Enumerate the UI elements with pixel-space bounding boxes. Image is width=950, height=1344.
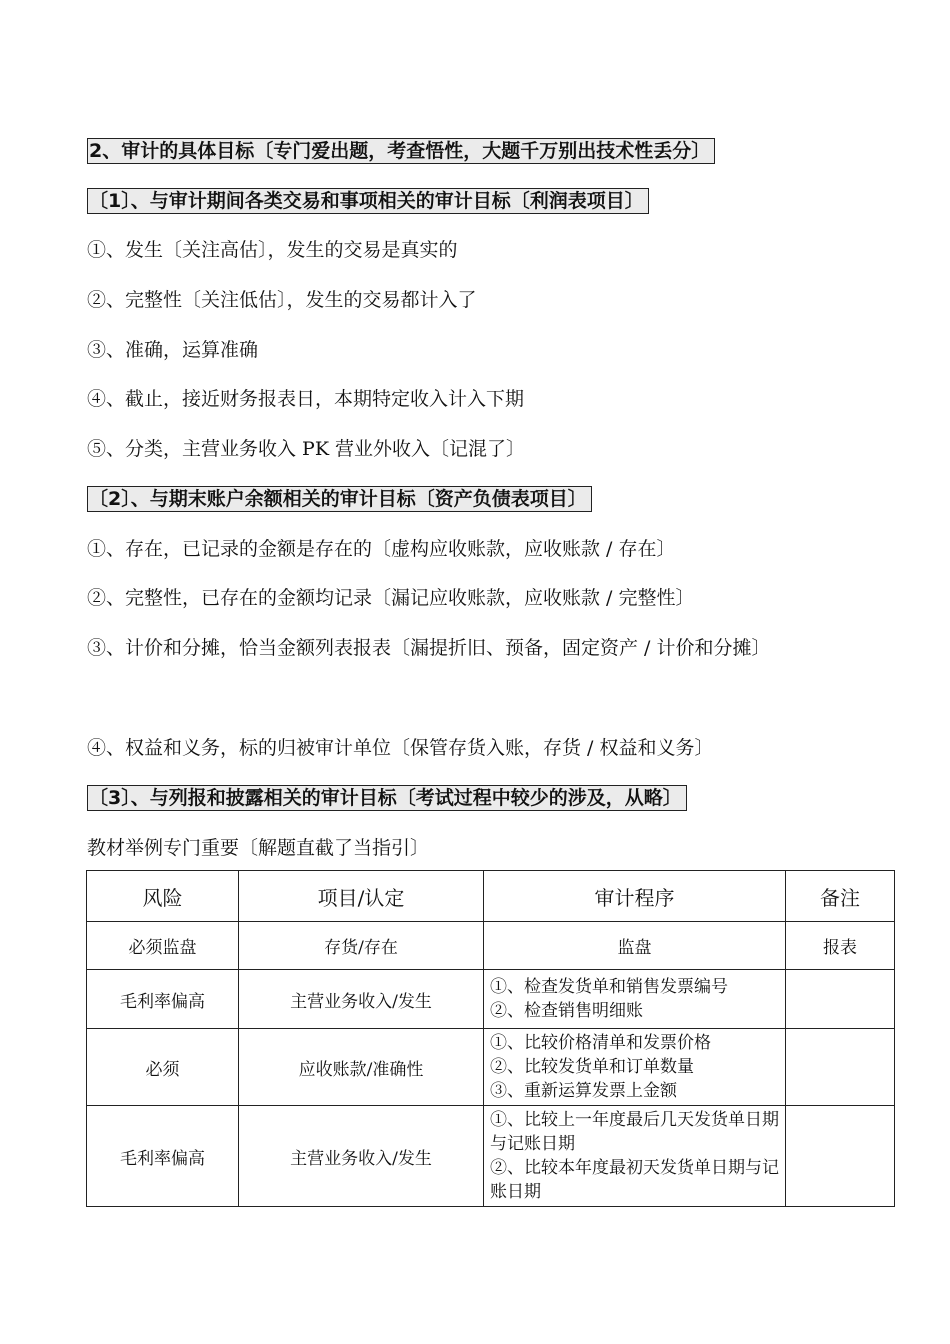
procedure-step: ②、检查销售明细账: [490, 1001, 643, 1021]
section-title: 2、审计的具体目标〔专门爱出题，考查悟性，大题千万别出技术性丢分〕: [87, 138, 715, 164]
header-procedure: 审计程序: [484, 871, 786, 922]
part2-item-2: ②、完整性，已存在的金额均记录〔漏记应收账款，应收账款 / 完整性〕: [87, 587, 695, 609]
cell-procedure: 监盘: [484, 922, 786, 970]
part3-heading: 〔3〕、与列报和披露相关的审计目标〔考试过程中较少的涉及，从略〕: [87, 785, 687, 811]
cell-item: 主营业务收入/发生: [239, 1106, 484, 1207]
cell-note: [786, 1106, 895, 1207]
part1-item-3: ③、准确，运算准确: [87, 339, 259, 361]
part1-item-5: ⑤、分类，主营业务收入 PK 营业外收入〔记混了〕: [87, 438, 526, 460]
part2-item-1: ①、存在，已记录的金额是存在的〔虚构应收账款，应收账款 / 存在〕: [87, 538, 676, 560]
cell-procedure: [484, 970, 786, 1029]
header-note: 备注: [786, 871, 895, 922]
part2-item-4: ④、权益和义务，标的归被审计单位〔保管存货入账，存货 / 权益和义务〕: [87, 737, 714, 759]
cell-risk: 毛利率偏高: [87, 970, 239, 1029]
table-header-row: [87, 871, 895, 922]
table-row: [87, 1029, 895, 1106]
audit-table: [86, 870, 895, 1207]
cell-note: 报表: [786, 922, 895, 970]
table-row: [87, 970, 895, 1029]
procedure-step: ①、检查发货单和销售发票编号: [490, 977, 728, 997]
table-intro: 教材举例专门重要〔解题直截了当指引〕: [87, 837, 430, 859]
part1-heading: 〔1〕、与审计期间各类交易和事项相关的审计目标〔利润表项目〕: [87, 188, 649, 214]
procedure-step: ①、比较上一年度最后几天发货单日期与记账日期: [490, 1110, 779, 1154]
part1-item-4: ④、截止，接近财务报表日，本期特定收入计入下期: [87, 388, 525, 410]
cell-item: 主营业务收入/发生: [239, 970, 484, 1029]
cell-note: [786, 1029, 895, 1106]
procedure-step: ②、比较发货单和订单数量: [490, 1057, 694, 1077]
part1-item-2: ②、完整性〔关注低估〕，发生的交易都计入了: [87, 289, 477, 311]
cell-risk: 必须监盘: [87, 922, 239, 970]
part1-item-1: ①、发生〔关注高估〕，发生的交易是真实的: [87, 239, 458, 261]
cell-note: [786, 970, 895, 1029]
cell-procedure: [484, 1029, 786, 1106]
cell-item: 应收账款/准确性: [239, 1029, 484, 1106]
header-risk: 风险: [87, 871, 239, 922]
cell-risk: 必须: [87, 1029, 239, 1106]
part2-item-3: ③、计价和分摊，恰当金额列表报表〔漏提折旧、预备，固定资产 / 计价和分摊〕: [87, 637, 771, 659]
header-item: 项目/认定: [239, 871, 484, 922]
procedure-step: ②、比较本年度最初天发货单日期与记账日期: [490, 1158, 779, 1202]
table-row: [87, 1106, 895, 1207]
cell-risk: 毛利率偏高: [87, 1106, 239, 1207]
procedure-step: ③、重新运算发票上金额: [490, 1081, 677, 1101]
part2-heading: 〔2〕、与期末账户余额相关的审计目标〔资产负债表项目〕: [87, 486, 592, 512]
cell-procedure: [484, 1106, 786, 1207]
cell-item: 存货/存在: [239, 922, 484, 970]
procedure-step: ①、比较价格清单和发票价格: [490, 1033, 711, 1053]
table-row: [87, 922, 895, 970]
